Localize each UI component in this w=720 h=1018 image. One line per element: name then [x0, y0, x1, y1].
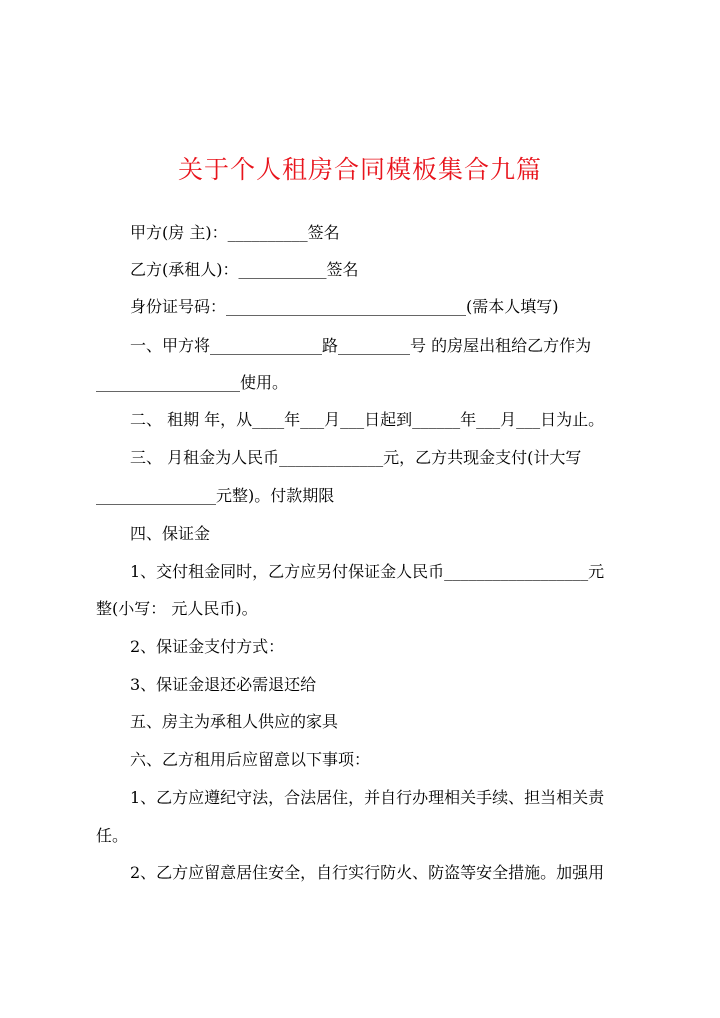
clause-6-heading: 六、乙方租用后应留意以下事项：: [130, 750, 371, 769]
document-title: 关于个人租房合同模板集合九篇: [177, 155, 542, 184]
id-number-line: 身份证号码：______________________________(需本人填写): [130, 297, 559, 316]
deposit-item-3-line: 3、保证金退还必需退还给: [130, 675, 317, 694]
deposit-item-2-line: 2、保证金支付方式：: [130, 637, 285, 656]
clause-3-line-2: _______________元整)。付款期限: [96, 486, 335, 505]
notice-item-2-line: 2、乙方应留意居住安全，自行实行防火、防盗等安全措施。加强用: [130, 863, 605, 882]
deposit-item-1-line-2: 整(小写： 元人民币)。: [96, 599, 258, 618]
clause-1-line-2: __________________使用。: [96, 373, 289, 392]
notice-item-1-line-2: 任。: [96, 826, 129, 845]
clause-3-line-1: 三、 月租金为人民币_____________元，乙方共现金支付(计大写: [130, 448, 582, 467]
clause-4-heading: 四、保证金: [130, 524, 211, 543]
clause-2-line: 二、 租期 年，从____年___月___日起到______年___月___日为止。: [130, 410, 605, 429]
clause-5-heading: 五、房主为承租人供应的家具: [130, 712, 339, 731]
party-a-line: 甲方(房 主)：__________签名: [130, 223, 340, 242]
party-b-line: 乙方(承租人)：___________签名: [130, 260, 359, 279]
clause-1-line-1: 一、甲方将______________路_________号 的房屋出租给乙方作为: [130, 336, 592, 355]
deposit-item-1-line-1: 1、交付租金同时，乙方应另付保证金人民币__________________元: [130, 562, 605, 581]
notice-item-1-line-1: 1、乙方应遵纪守法，合法居住，并自行办理相关手续、担当相关责: [130, 788, 605, 807]
